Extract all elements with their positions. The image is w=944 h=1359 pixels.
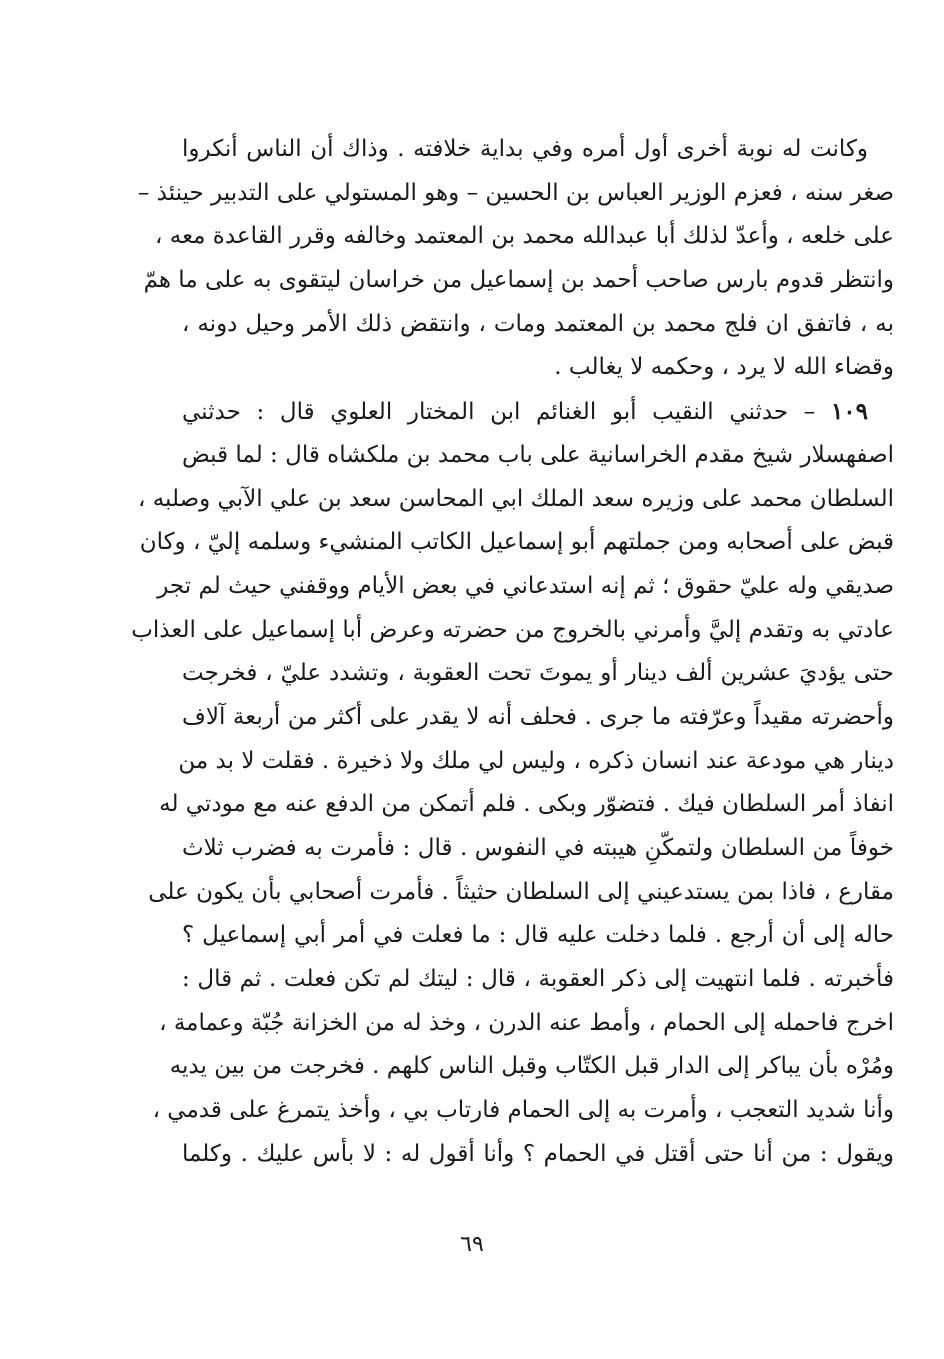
paragraph-2 bbox=[131, 390, 894, 1176]
paragraph-1 bbox=[137, 128, 894, 390]
text-line: وأنا شديد التعجب ، وأمرت به إلى الحمام فارتاب بي ، وأخذ يتمرغ على قدمي ، bbox=[152, 1097, 894, 1124]
text-line: قبض على أصحابه ومن جملتهم أبو إسماعيل الكاتب المنشيء وسلمه إليّ ، وكان bbox=[139, 529, 894, 556]
text-line: صديقي وله عليّ حقوق ؛ ثم إنه استدعاني في بعض الأيام ووقفني حيث لم تجر bbox=[157, 572, 894, 599]
text-line: ومُرْه بأن يباكر إلى الدار قبل الكتّاب وقبل الناس كلهم . فخرجت من بين يديه bbox=[169, 1053, 894, 1080]
text-line: ويقول : من أنا حتى أقتل في الحمام ؟ وأنا أقول له : لا بأس عليك . وكلما bbox=[182, 1140, 894, 1167]
text-line: به ، فاتفق ان فلج محمد بن المعتمد ومات ، وانتقض ذلك الأمر وحيل دونه ، bbox=[182, 310, 894, 337]
text-line: خوفاً من السلطان ولتمكّنِ هيبته في النفوس . قال : فأمرت به فضرب ثلاث bbox=[182, 835, 894, 861]
section-first-line: – حدثني النقيب أبو الغنائم ابن المختار العلوي قال : حدثني bbox=[182, 399, 831, 426]
text-line: وقضاء الله لا يرد ، وحكمه لا يغالب . bbox=[554, 354, 894, 381]
text-line: حتى يؤديَ عشرين ألف دينار أو يموتَ تحت العقوبة ، وتشدد عليّ ، فخرجت bbox=[182, 660, 894, 687]
page-number: ٦٩ bbox=[460, 1232, 484, 1257]
text-line: على خلعه ، وأعدّ لذلك أبا عبدالله محمد بن المعتمد وخالفه وقرر القاعدة معه ، bbox=[155, 223, 894, 250]
text-line bbox=[182, 390, 894, 434]
text-line: السلطان محمد على وزيره سعد الملك ابي المحاسن سعد بن علي الآبي وصلبه ، bbox=[137, 485, 894, 512]
body-text bbox=[131, 128, 894, 1177]
text-line: اصفهسلار شيخ مقدم الخراسانية على باب محمد بن ملكشاه قال : لما قبض bbox=[182, 441, 894, 468]
text-line: وأحضرته مقيداً وعرّفته ما جرى . فحلف أنه لا يقدر على أكثر من أربعة آلاف bbox=[182, 703, 894, 730]
text-line: وانتظر قدوم بارس صاحب أحمد بن إسماعيل من خراسان ليتقوى به على ما همّ bbox=[143, 267, 894, 294]
text-line: فأخبرته . فلما انتهيت إلى ذكر العقوبة ، قال : ليتك لم تكن فعلت . ثم قال : bbox=[182, 966, 894, 993]
text-line: وكانت له نوبة أخرى أول أمره وفي بداية خلافته . وذاك أن الناس أنكروا bbox=[182, 136, 868, 162]
text-line: انفاذ أمر السلطان فيك . فتضوّر وبكى . فلم أتمكن من الدفع عنه مع مودتي له bbox=[159, 791, 894, 818]
text-line: مقارع ، فاذا بمن يستدعيني إلى السلطان حثيثاً . فأمرت أصحابي بأن يكون على bbox=[148, 878, 894, 905]
text-line: دينار هي مودعة عند انسان ذكره ، وليس لي ملك ولا ذخيرة . فقلت لا بد من bbox=[178, 747, 894, 774]
text-line: عادتي به وتقدم إليَّ وأمرني بالخروج من حضرته وعرض أبا إسماعيل على العذاب bbox=[131, 616, 894, 643]
section-number: ١٠٩ bbox=[830, 398, 868, 426]
text-line: حاله إلى أن أرجع . فلما دخلت عليه قال : ما فعلت في أمر أبي إسماعيل ؟ bbox=[182, 922, 894, 949]
text-line: اخرج فاحمله إلى الحمام ، وأمط عنه الدرن ، وخذ له من الخزانة جُبّة وعمامة ، bbox=[159, 1009, 894, 1036]
text-line: صغر سنه ، فعزم الوزير العباس بن الحسين – وهو المستولي على التدبير حينئذ – bbox=[137, 179, 894, 206]
